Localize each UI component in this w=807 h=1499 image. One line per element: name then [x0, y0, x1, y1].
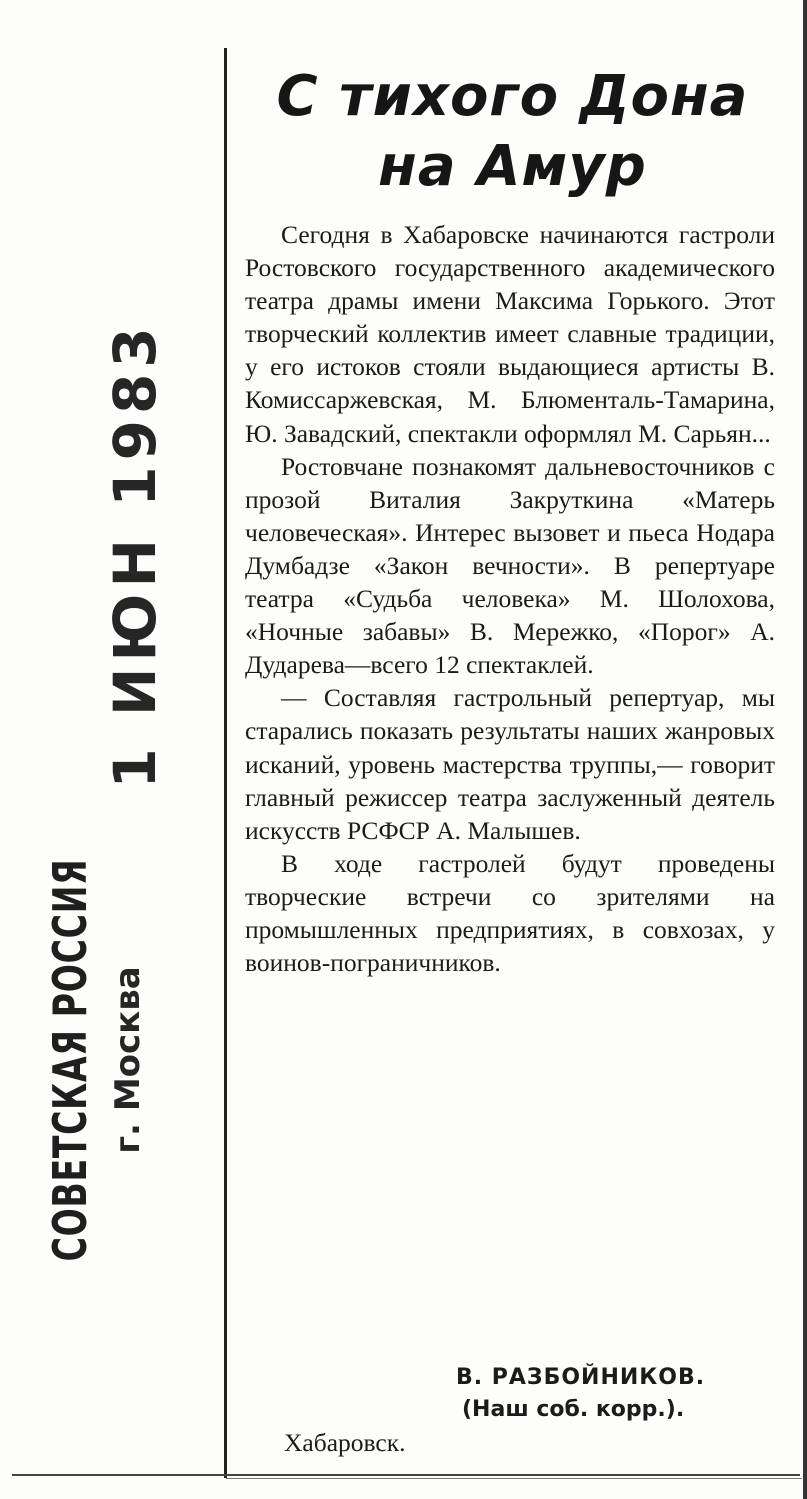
paragraph-3: — Составляя гастрольный репертуар, мы старались показать результаты наших жанровых исканий, уровень мастерства труппы,— говорит главный режиссер театра заслуженный деятель искусств РСФСР А. Малышев. [245, 683, 775, 845]
date-stamp: 1 ИЮН 1983 [101, 321, 169, 789]
headline-line-2: на Амур [378, 134, 647, 199]
newspaper-name-stamp: СОВЕТСКАЯ РОССИЯ [43, 858, 97, 1262]
article-body [245, 218, 775, 979]
paragraph-4: В ходе гастролей будут проведены творческие встречи со зрителями на промышленных предприятиях, в совхозах, у воинов-пограничников. [245, 848, 775, 978]
author-name: В. РАЗБОЙНИКОВ. [456, 1365, 706, 1390]
paragraph-1: Сегодня в Хабаровске начинаются гастроли Ростовского государственного академического театра драмы имени Максима Горького. Этот творческий коллектив имеет славные традиции, у его истоков стояли выдающиеся артисты В. Комиссаржевская, М. Блюменталь-Тамарина, Ю. Завадский, спектакли оформлял М. Сарьян... [245, 220, 775, 448]
author-role: (Наш соб. корр.). [462, 1397, 685, 1422]
scan-edge [803, 0, 807, 1499]
column-divider [224, 48, 227, 1478]
headline-line-1: С тихого Дона [276, 64, 749, 129]
headline [240, 62, 785, 202]
paragraph-2: Ростовчане познакомят дальневосточников с прозой Виталия Закруткина «Матерь человеческая». Интерес вызовет и пьеса Нодара Думбадзе «Закон вечности». В репертуаре театра «Судьба человека» М. Шолохова, «Ночные забавы» В. Мережко, «Порог» А. Дударева—всего 12 спектаклей. [245, 451, 775, 680]
bottom-rule-inner [226, 1478, 802, 1479]
city-stamp: г. Москва [108, 966, 148, 1154]
byline [456, 1362, 756, 1426]
dateline: Хабаровск. [284, 1428, 406, 1457]
bottom-rule [12, 1474, 800, 1476]
